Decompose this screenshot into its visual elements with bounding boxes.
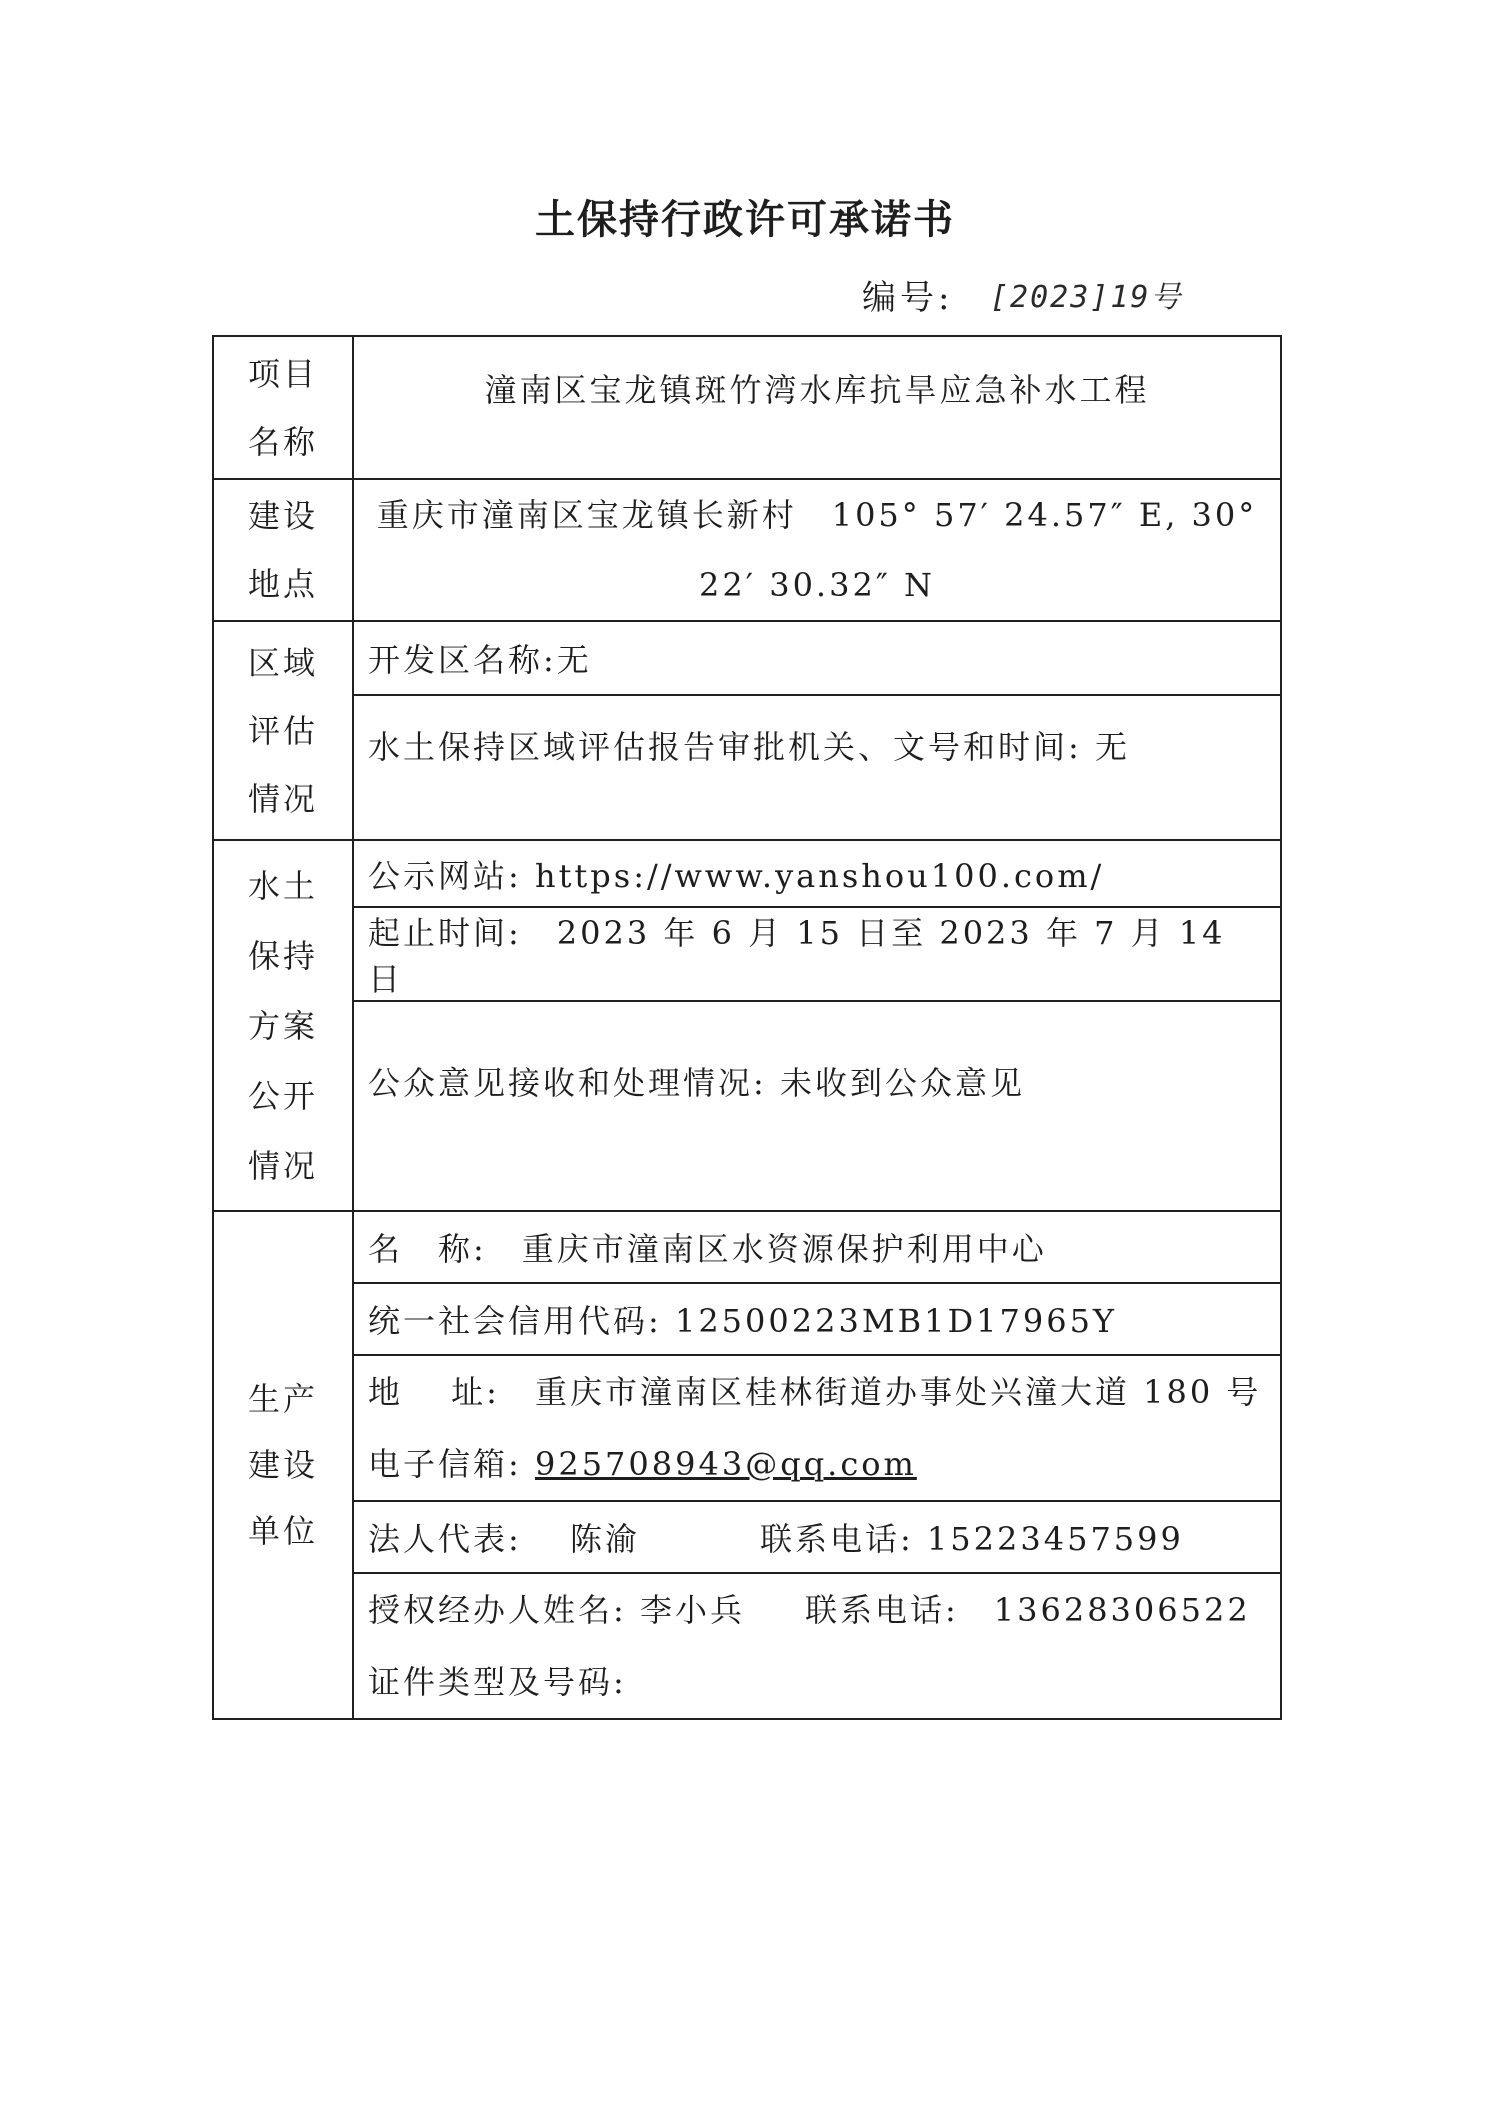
- agent-id-type: 证件类型及号码:: [368, 1663, 627, 1701]
- legal-rep-phone: 联系电话: 15223457599: [759, 1520, 1184, 1558]
- construction-unit-label: 生产 建设 单位: [213, 1211, 353, 1719]
- document-title: 土保持行政许可承诺书: [535, 197, 955, 243]
- authorized-agent: [353, 1573, 1281, 1719]
- unit-name: 名 称: 重庆市潼南区水资源保护利用中心: [353, 1211, 1281, 1283]
- publicity-website: 公示网站: https://www.yanshou100.com/: [353, 840, 1281, 907]
- row-address-email: [213, 1355, 1281, 1501]
- construction-site-label: 建设 地点: [213, 479, 353, 621]
- assessment-report-info: 水土保持区域评估报告审批机关、文号和时间: 无: [353, 695, 1281, 840]
- row-publicity-period: [213, 907, 1281, 1001]
- row-project-name: [213, 336, 1281, 479]
- row-dev-zone: [213, 621, 1281, 695]
- row-legal-rep: [213, 1501, 1281, 1573]
- project-name-value: 潼南区宝龙镇斑竹湾水库抗旱应急补水工程: [353, 336, 1281, 479]
- row-construction-site: [213, 479, 1281, 621]
- row-public-feedback: [213, 1001, 1281, 1211]
- project-name-label: 项目 名称: [213, 336, 353, 479]
- row-publicity-website: [213, 840, 1281, 907]
- legal-rep-name: 法人代表: 陈渝: [368, 1520, 640, 1558]
- document-number-handwritten: [2023]19号: [990, 280, 1183, 315]
- dev-zone-name: 开发区名称:无: [353, 621, 1281, 695]
- legal-representative: [353, 1501, 1281, 1573]
- regional-assessment-label: 区域 评估 情况: [213, 621, 353, 840]
- row-credit-code: [213, 1283, 1281, 1355]
- agent-name: 授权经办人姓名: 李小兵: [368, 1591, 745, 1629]
- construction-site-value: 重庆市潼南区宝龙镇长新村 105° 57′ 24.57″ E, 30° 22′ 30.32″ N: [353, 479, 1281, 621]
- email-link[interactable]: 925708943@qq.com: [534, 1445, 917, 1483]
- document-number-label: 编号:: [862, 278, 954, 318]
- row-assessment-report: [213, 695, 1281, 840]
- unit-email: 电子信箱: 925708943@qq.com: [368, 1445, 917, 1483]
- unit-address-email: [353, 1355, 1281, 1501]
- row-authorized-agent: [213, 1573, 1281, 1719]
- unit-address: 地 址: 重庆市潼南区桂林街道办事处兴潼大道 180 号: [368, 1373, 1262, 1411]
- row-unit-name: [213, 1211, 1281, 1283]
- commitment-form-table: [212, 335, 1282, 1720]
- unit-credit-code: 统一社会信用代码: 12500223MB1D17965Y: [353, 1283, 1281, 1355]
- publicity-period: 起止时间: 2023 年 6 月 15 日至 2023 年 7 月 14 日: [353, 907, 1281, 1001]
- agent-phone: 联系电话: 13628306522: [804, 1591, 1251, 1629]
- public-feedback: 公众意见接收和处理情况: 未收到公众意见: [353, 1001, 1281, 1211]
- publicity-label: 水土 保持 方案 公开 情况: [213, 840, 353, 1211]
